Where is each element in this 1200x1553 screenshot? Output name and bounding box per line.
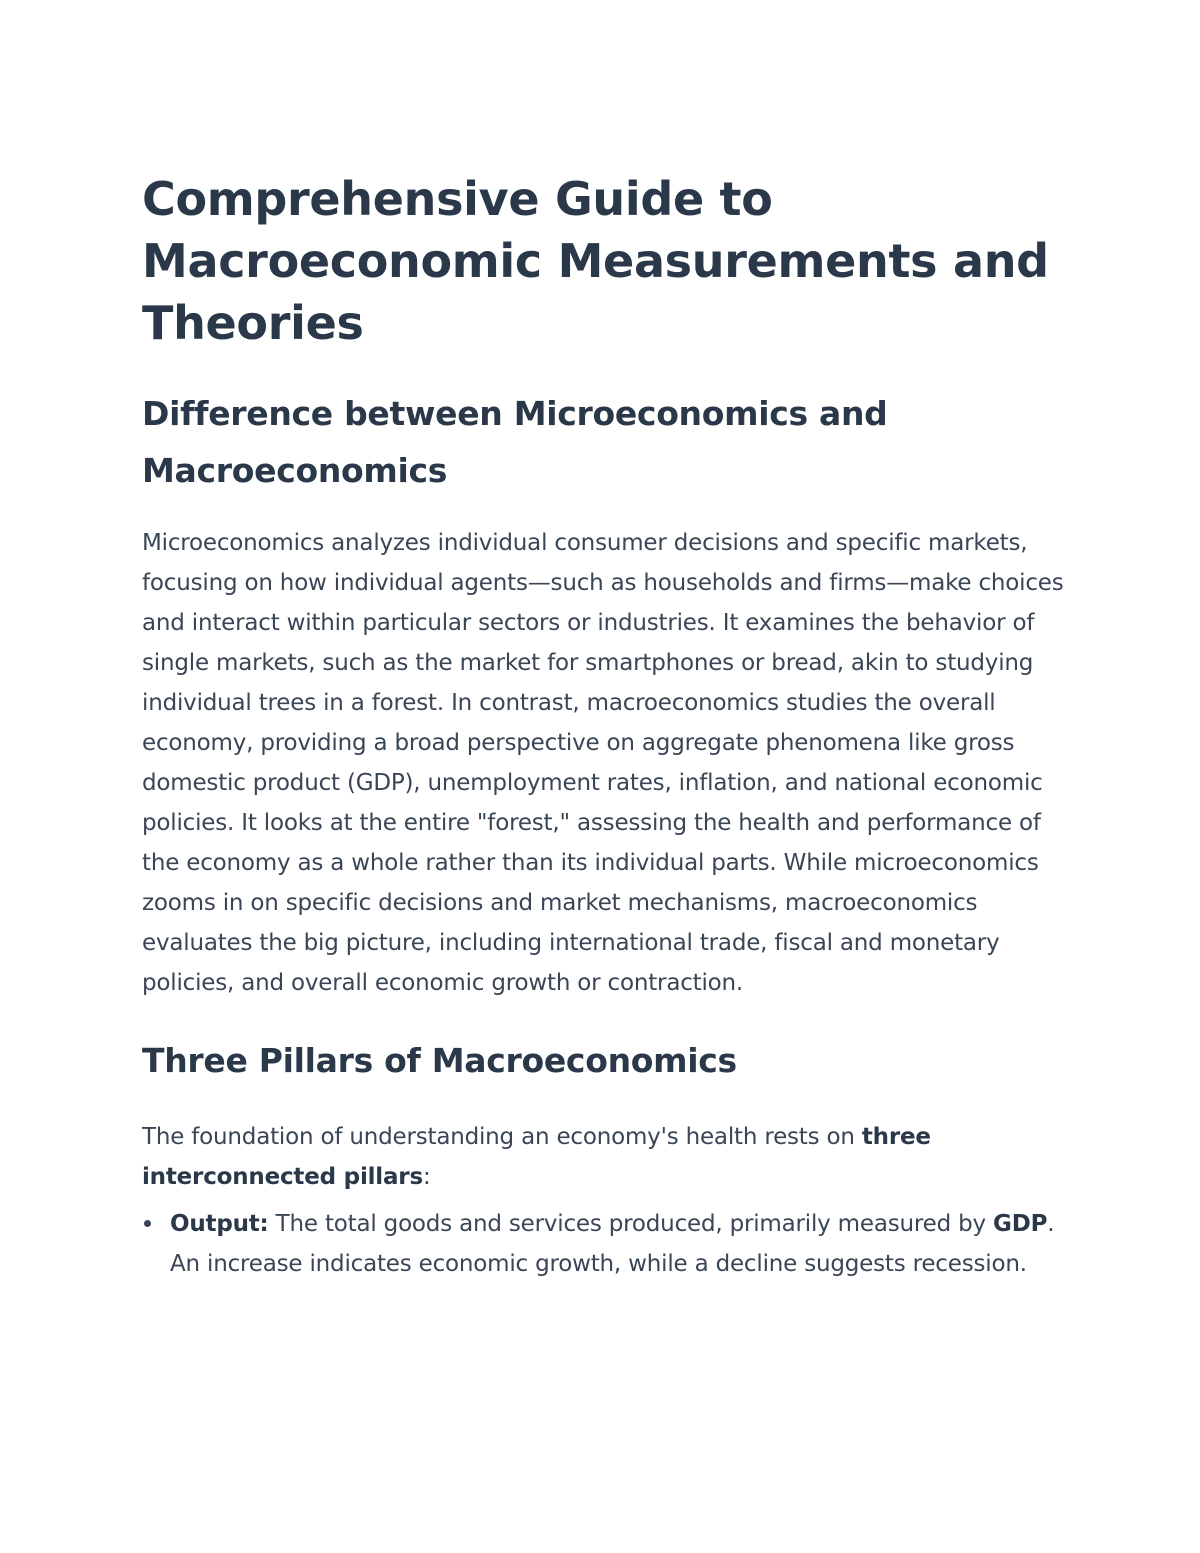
section-paragraph-micro-vs-macro: Microeconomics analyzes individual consumer decisions and specific markets, focusing on how individual agents—such as households and firms—make choices and interact within particular sectors or industries. It examines the behavior of single markets, such as the market for smartphones or bread, akin to studying individual trees in a forest. In contrast, macroeconomics studies the overall economy, providing a broad perspective on aggregate phenomena like gross domestic product (GDP), unemployment rates, inflation, and national economic policies. It looks at the entire "forest," assessing the health and performance of the economy as a whole rather than its individual parts. While microeconomics zooms in on specific decisions and market mechanisms, macroeconomics evaluates the big picture, including international trade, fiscal and monetary policies, and overall economic growth or contraction. <box>142 530 1064 996</box>
list-item-text: The total goods and services produced, primarily measured by <box>268 1211 994 1237</box>
section-heading-three-pillars: Three Pillars of Macroeconomics <box>142 1041 737 1080</box>
document-title: Comprehensive Guide to Macroeconomic Measurements and Theories <box>142 172 1049 350</box>
intro-bold-text: three interconnected pillars <box>142 1124 931 1190</box>
list-item-text-end: . An increase indicates economic growth, while a decline suggests recession. <box>170 1211 1055 1277</box>
intro-text: The foundation of understanding an economy's health rests on <box>142 1124 862 1150</box>
section-heading-micro-vs-macro: Difference between Microeconomics and Macroeconomics <box>142 394 888 490</box>
list-item-label: Output: <box>170 1211 269 1237</box>
bullet-icon <box>144 1220 151 1227</box>
section-intro-three-pillars <box>142 1117 1062 1197</box>
list-item-bold-text: GDP <box>993 1211 1048 1237</box>
document-page <box>142 168 1062 1284</box>
intro-colon: : <box>422 1164 431 1190</box>
pillars-list <box>142 1204 1062 1284</box>
list-item <box>170 1204 1062 1284</box>
